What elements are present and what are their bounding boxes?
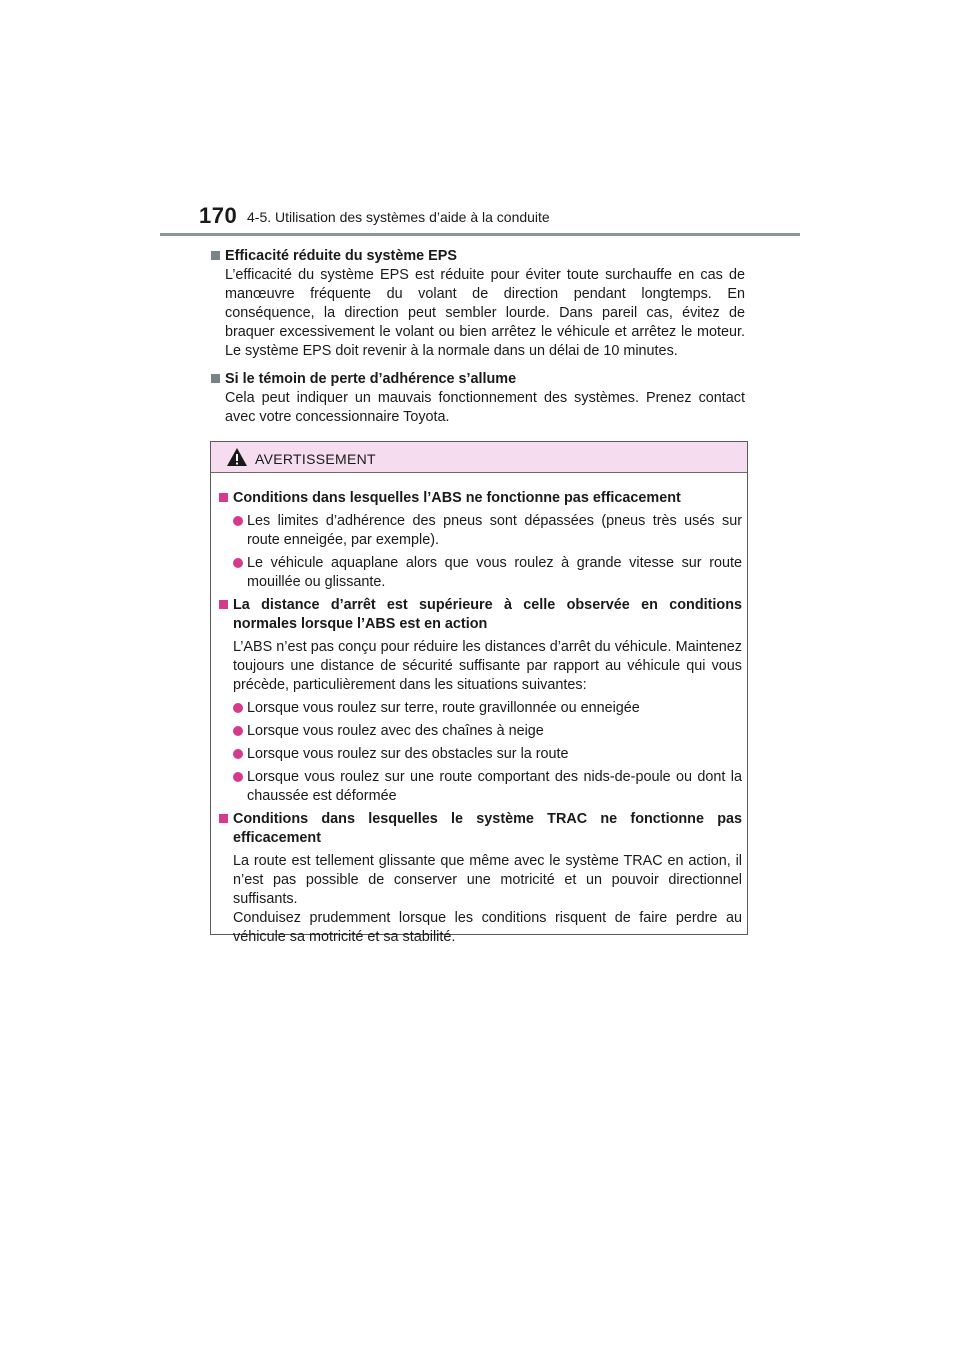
warning-body xyxy=(211,473,747,947)
header-rule xyxy=(160,233,800,236)
warning-paragraph: La route est tellement glissante que même avec le système TRAC en action, il n’est pas possible de conserver une motricité et un pouvoir directionnel suffisants. xyxy=(233,853,742,907)
warning-bullet xyxy=(216,768,742,806)
warning-bullet-text: Le véhicule aquaplane alors que vous roulez à grande vitesse sur route mouillée ou glissante. xyxy=(247,555,742,590)
warning-bullet xyxy=(216,554,742,592)
warning-title: AVERTISSEMENT xyxy=(255,451,376,467)
warning-bullet-text: Lorsque vous roulez avec des chaînes à neige xyxy=(247,723,544,739)
warning-heading-text: La distance d’arrêt est supérieure à celle observée en conditions normales lorsque l’ABS est en action xyxy=(233,597,742,632)
square-bullet-icon xyxy=(219,493,228,502)
warning-bullet xyxy=(216,745,742,764)
section-body-eps: L’efficacité du système EPS est réduite pour éviter toute surchauffe en cas de manœuvre fréquente du volant de direction pendant longtemps. En conséquence, la direction peut sembler lourde. Dans pareil cas, évitez de braquer excessivement le volant ou bien arrêtez le véhicule et arrêtez le moteur. Le système EPS doit revenir à la normale dans un délai de 10 minutes. xyxy=(225,267,745,359)
round-bullet-icon xyxy=(233,772,243,782)
round-bullet-icon xyxy=(233,726,243,736)
warning-paragraph: L’ABS n’est pas conçu pour réduire les distances d’arrêt du véhicule. Maintenez toujours une distance de sécurité suffisante par rapport au véhicule qui vous précède, particulièrement dans les situations suivantes: xyxy=(233,639,742,693)
square-bullet-icon xyxy=(219,814,228,823)
warning-box xyxy=(210,441,748,945)
round-bullet-icon xyxy=(233,703,243,713)
section-body-temoin: Cela peut indiquer un mauvais fonctionnement des systèmes. Prenez contact avec votre concessionnaire Toyota. xyxy=(225,390,745,425)
round-bullet-icon xyxy=(233,749,243,759)
warning-bullet-text: Lorsque vous roulez sur des obstacles sur la route xyxy=(247,746,569,762)
warning-heading-trac xyxy=(216,810,742,848)
warning-heading-stopping-distance xyxy=(216,596,742,634)
warning-bullet-text: Lorsque vous roulez sur une route comportant des nids-de-poule ou dont la chaussée est déformée xyxy=(247,769,742,804)
section-heading-text: Si le témoin de perte d’adhérence s’allume xyxy=(225,371,517,387)
warning-heading-abs-conditions xyxy=(216,489,742,508)
section-heading-eps xyxy=(210,247,745,266)
warning-bullet-text: Lorsque vous roulez sur terre, route gravillonnée ou enneigée xyxy=(247,700,640,716)
warning-bullet xyxy=(216,512,742,550)
round-bullet-icon xyxy=(233,558,243,568)
section-title: 4-5. Utilisation des systèmes d’aide à la conduite xyxy=(247,209,550,225)
square-bullet-icon xyxy=(219,600,228,609)
square-bullet-icon xyxy=(211,251,220,260)
section-heading-temoin xyxy=(210,370,745,389)
warning-paragraph: Conduisez prudemment lorsque les conditions risquent de faire perdre au véhicule sa motricité et sa stabilité. xyxy=(233,910,742,945)
warning-heading-text: Conditions dans lesquelles le système TRAC ne fonctionne pas efficacement xyxy=(233,811,742,846)
page-header xyxy=(0,0,960,240)
warning-header xyxy=(211,442,747,473)
warning-bullet xyxy=(216,699,742,718)
square-bullet-icon xyxy=(211,374,220,383)
warning-bullet xyxy=(216,722,742,741)
warning-bullet-text: Les limites d’adhérence des pneus sont dépassées (pneus très usés sur route enneigée, par exemple). xyxy=(247,513,742,548)
section-heading-text: Efficacité réduite du système EPS xyxy=(225,248,457,264)
main-content xyxy=(210,243,745,427)
page-number: 170 xyxy=(199,203,238,228)
warning-heading-text: Conditions dans lesquelles l’ABS ne fonctionne pas efficacement xyxy=(233,490,681,506)
warning-triangle-icon xyxy=(226,447,248,467)
round-bullet-icon xyxy=(233,516,243,526)
